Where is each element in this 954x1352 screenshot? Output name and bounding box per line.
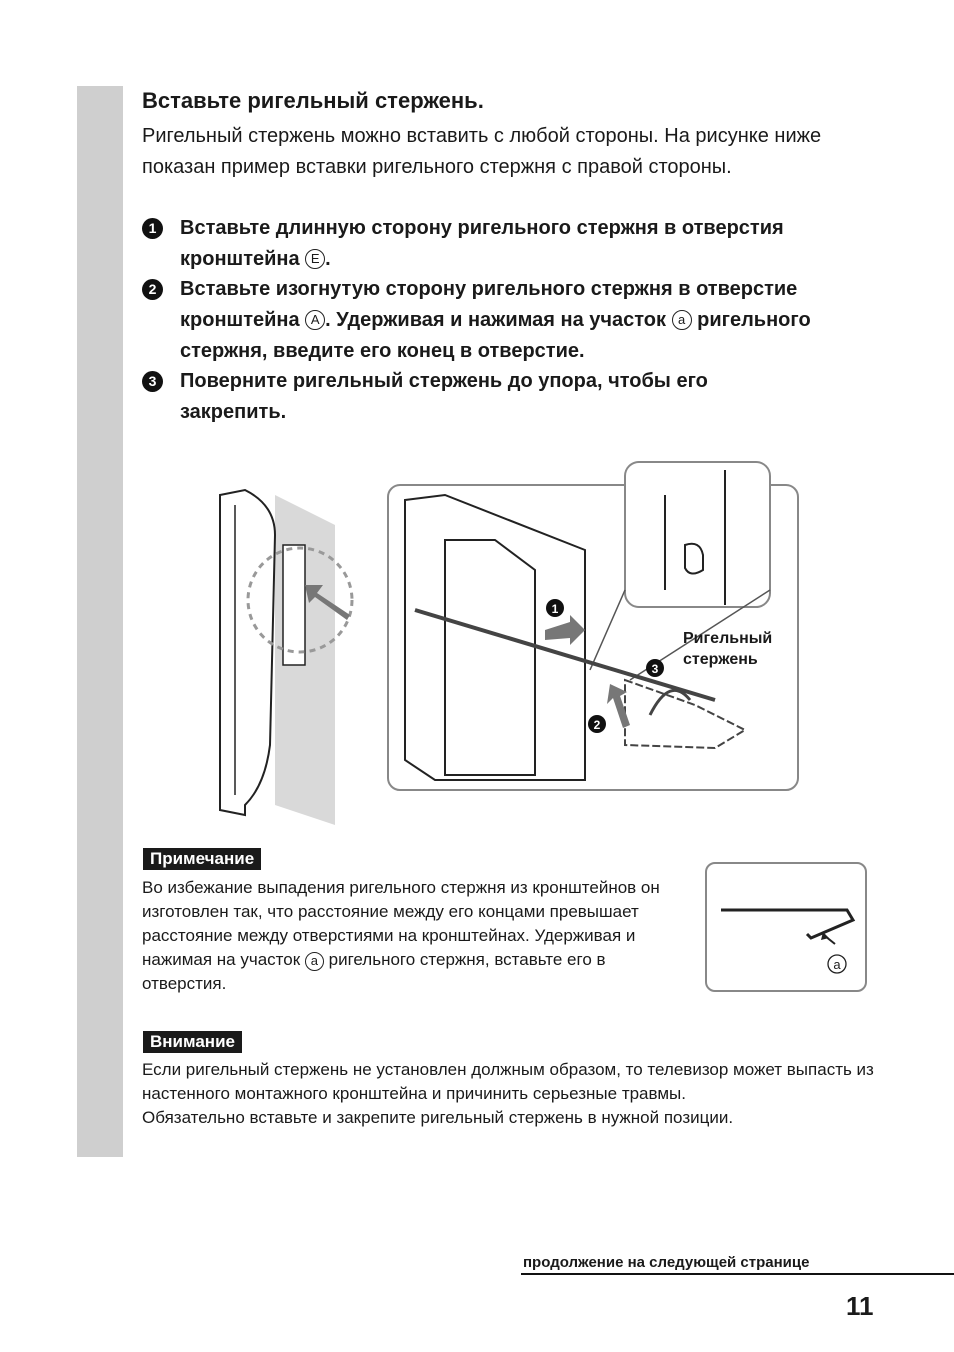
rod-shape-figure xyxy=(705,862,867,992)
continue-notice: продолжение на следующей странице xyxy=(523,1254,810,1271)
tv-body xyxy=(220,490,275,815)
rod-marker-a: a xyxy=(833,957,841,972)
step-1 xyxy=(142,213,887,275)
step-2 xyxy=(142,274,887,367)
bracket-rail xyxy=(445,540,535,775)
intro-paragraph: Ригельный стержень можно вставить с любой стороны. На рисунке ниже показан пример вставки ригельного стержня с правой стороны. xyxy=(142,125,822,178)
detail-inset xyxy=(625,462,770,607)
step-1-text: Вставьте длинную сторону ригельного стержня в отверстия кронштейна E . xyxy=(180,217,784,270)
gray-sidebar-bar xyxy=(77,86,123,1157)
warning-text: Если ригельный стержень не установлен должным образом, то телевизор может выпасть из настенного монтажного кронштейна и причинить серьезные травмы. Обязательно вставьте и закрепите ригельный стержень в нужной позиции. xyxy=(142,1060,874,1127)
footer-rule xyxy=(521,1273,954,1275)
warning-label: Внимание xyxy=(143,1031,242,1053)
note-label: Примечание xyxy=(143,848,261,870)
section-heading: Вставьте ригельный стержень. xyxy=(142,88,484,113)
step-number-3: 3 xyxy=(142,371,163,392)
figure-step-3-label: 3 xyxy=(651,662,659,676)
figure-step-2-label: 2 xyxy=(593,718,601,732)
marker-a-lower: a xyxy=(672,310,692,330)
marker-e: E xyxy=(305,249,325,269)
step-number-1: 1 xyxy=(142,218,163,239)
note-text: Во избежание выпадения ригельного стержня из кронштейнов он изготовлен так, что расстояние между его концами превышает расстояние между отверстиями на кронштейнах. Удерживая и нажимая на участок a ригельного стержня, вставьте его в отверстия. xyxy=(142,878,660,993)
rod-pointer-line xyxy=(825,936,835,944)
figure-step-1-label: 1 xyxy=(551,602,559,616)
bracket-side xyxy=(283,545,305,665)
note-marker-a: a xyxy=(305,952,324,971)
rod-shape-drawing xyxy=(707,864,865,990)
rod-label: Ригельный стержень xyxy=(683,630,773,668)
step-3-text: Поверните ригельный стержень до упора, чтобы его закрепить. xyxy=(180,370,708,423)
page-number: 11 xyxy=(846,1291,874,1321)
step-3 xyxy=(142,366,887,428)
step-2-text: Вставьте изогнутую сторону ригельного стержня в отверстие кронштейна A . Удерживая и нажимая на участок a ригельного стержня, введите его конец в отверстие. xyxy=(180,278,811,362)
marker-a-upper: A xyxy=(305,310,325,330)
tv-side-illustration xyxy=(205,485,365,830)
rod-outline xyxy=(721,910,853,938)
step-number-2: 2 xyxy=(142,279,163,300)
